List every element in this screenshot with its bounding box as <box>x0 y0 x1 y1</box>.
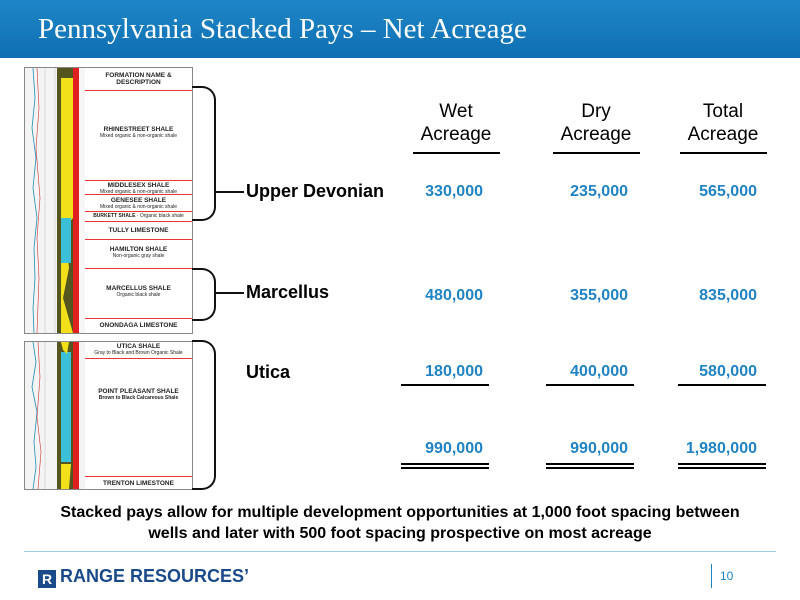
header-total-acreage: Total Acreage <box>687 101 759 145</box>
value-marcellus-total: 835,000 <box>699 287 757 304</box>
header-wet-acreage: Wet Acreage <box>420 101 492 145</box>
well-log-devonian <box>24 67 193 334</box>
well-log-utica <box>24 341 193 490</box>
sum-rule-wet <box>401 384 489 386</box>
value-utica-dry: 400,000 <box>570 363 628 380</box>
log-tracks-bottom <box>25 342 85 489</box>
formation-utica: UTICA SHALE Gray to Black and Brown Organic Shale <box>85 342 192 359</box>
label-marcellus: Marcellus <box>246 282 330 302</box>
pointer-upper-devonian <box>214 191 244 193</box>
label-utica: Utica <box>246 362 291 382</box>
title-bar <box>0 0 800 58</box>
header-rule-dry <box>553 152 640 154</box>
formation-middlesex: MIDDLESEX SHALE Mixed organic & non-organic shale <box>85 180 192 195</box>
value-utica-total: 580,000 <box>699 363 757 380</box>
value-upper-devonian-total: 565,000 <box>699 183 757 200</box>
logo-text: RANGE RESOURCES’ <box>60 566 250 586</box>
formation-header: FORMATION NAME & DESCRIPTION <box>85 68 192 91</box>
slide-title: Pennsylvania Stacked Pays – Net Acreage <box>38 13 527 45</box>
formation-burkett: BURKETT SHALE · Organic black shale <box>85 211 192 222</box>
double-rule-wet <box>401 463 489 469</box>
total-total: 1,980,000 <box>685 440 757 457</box>
value-marcellus-wet: 480,000 <box>425 287 483 304</box>
formation-tully: TULLY LIMESTONE <box>85 221 192 240</box>
total-wet: 990,000 <box>425 440 483 457</box>
header-dry-acreage: Dry Acreage <box>560 101 632 145</box>
formation-rhinestreet: RHINESTREET SHALE Mixed organic & non-organic shale <box>85 90 192 181</box>
page-number: 10 <box>720 569 734 583</box>
formation-point-pleasant: POINT PLEASANT SHALE Brown to Black Calcareous Shale <box>98 388 179 401</box>
pointer-marcellus <box>214 292 244 294</box>
header-rule-total <box>680 152 767 154</box>
double-rule-dry <box>546 463 634 469</box>
formation-trenton: TRENTON LIMESTONE <box>85 476 192 490</box>
value-upper-devonian-dry: 235,000 <box>570 183 628 200</box>
bracket-upper-devonian <box>192 86 216 221</box>
formation-genesee: GENESEE SHALE Mixed organic & non-organic shale <box>85 194 192 212</box>
range-resources-logo <box>38 566 249 588</box>
double-rule-total <box>678 463 766 469</box>
label-upper-devonian: Upper Devonian <box>246 181 385 201</box>
header-rule-wet <box>413 152 500 154</box>
logo-mark-icon: R <box>38 570 56 588</box>
bracket-utica <box>192 340 216 490</box>
page-number-separator <box>711 564 712 588</box>
footer-divider <box>24 551 776 552</box>
log-tracks-top <box>25 68 85 333</box>
formation-onondaga: ONONDAGA LIMESTONE <box>85 318 192 334</box>
total-dry: 990,000 <box>570 440 628 457</box>
value-upper-devonian-wet: 330,000 <box>425 183 483 200</box>
formation-marcellus: MARCELLUS SHALE Organic black shale <box>85 268 192 319</box>
sum-rule-dry <box>546 384 634 386</box>
stacked-pays-note: Stacked pays allow for multiple development opportunities at 1,000 foot spacing between wells and later with 500 foot spacing prospective on most acreage <box>60 504 740 542</box>
sum-rule-total <box>678 384 766 386</box>
value-utica-wet: 180,000 <box>425 363 483 380</box>
formation-hamilton: HAMILTON SHALE Non-organic gray shale <box>85 239 192 269</box>
bracket-marcellus <box>192 268 216 321</box>
value-marcellus-dry: 355,000 <box>570 287 628 304</box>
